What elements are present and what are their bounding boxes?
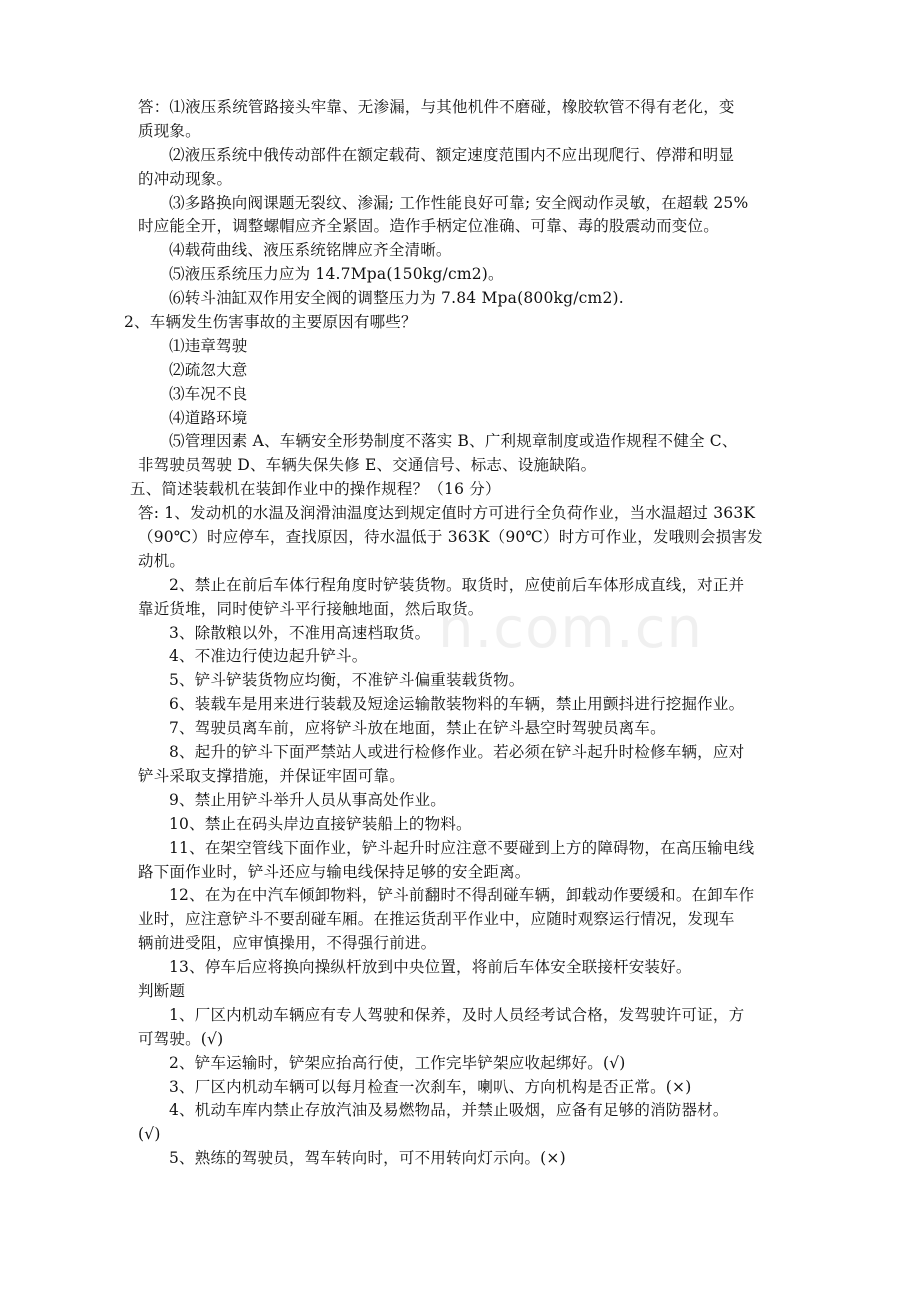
answer-hydraulic-3b: 时应能全开，调整螺帽应齐全紧固。造作手柄定位准确、可靠、毒的股震动而变位。 — [138, 217, 719, 236]
s5-rule-8b: 铲斗采取支撑措施，并保证牢固可靠。 — [138, 766, 405, 785]
answer-hydraulic-2a: ⑵液压系统中俄传动部件在额定载荷、额定速度范围内不应出现爬行、停滞和明显 — [169, 145, 735, 164]
answer-hydraulic-4: ⑷载荷曲线、液压系统铭牌应齐全清晰。 — [169, 241, 452, 260]
true-false-heading: 判断题 — [138, 981, 186, 1000]
s5-rule-2b: 靠近货堆，同时使铲斗平行接触地面，然后取货。 — [138, 599, 484, 618]
answer-hydraulic-1b: 质现象。 — [138, 121, 201, 140]
section-5-heading: 五、简述装载机在装卸作业中的操作规程？（16 分） — [130, 480, 501, 499]
s5-rule-3: 3、除散粮以外，不准用高速档取货。 — [169, 623, 431, 642]
document-page — [124, 96, 853, 1171]
s5-rule-11b: 路下面作业时，铲斗还应与输电线保持足够的安全距离。 — [138, 862, 531, 881]
question-2-heading: 2、车辆发生伤害事故的主要原因有哪些？ — [124, 313, 417, 332]
answer-hydraulic-6: ⑹转斗油缸双作用安全阀的调整压力为 7.84 Mpa(800kg/cm2). — [169, 289, 624, 308]
q2-item-2: ⑵疏忽大意 — [169, 360, 248, 379]
s5-rule-4: 4、不准边行使边起升铲斗。 — [169, 647, 368, 666]
s5-rule-1b: （90℃）时应停车，查找原因，待水温低于 363K（90℃）时方可作业，发哦则会损害发 — [138, 528, 763, 547]
s5-rule-12b: 业时，应注意铲斗不要刮碰车厢。在推运货刮平作业中，应随时观察运行情况，发现车 — [138, 910, 735, 929]
q2-item-5b: 非驾驶员驾驶 D、车辆失保失修 E、交通信号、标志、设施缺陷。 — [138, 456, 597, 475]
tf-item-4a: 4、机动车库内禁止存放汽油及易燃物品，并禁止吸烟，应备有足够的消防器材。 — [169, 1101, 729, 1120]
s5-rule-12c: 辆前进受阻，应审慎操用，不得强行前进。 — [138, 934, 437, 953]
watermark: n.com.cn — [438, 596, 703, 661]
s5-rule-9: 9、禁止用铲斗举升人员从事高处作业。 — [169, 790, 446, 809]
answer-hydraulic-1a: 答：⑴液压系统管路接头牢靠、无渗漏，与其他机件不磨碰，橡胶软管不得有老化，变 — [138, 98, 735, 116]
s5-rule-1c: 动机。 — [138, 551, 186, 570]
q2-item-1: ⑴违章驾驶 — [169, 336, 248, 355]
s5-rule-6: 6、装载车是用来进行装载及短途运输散装物料的车辆，禁止用颤抖进行挖掘作业。 — [169, 695, 745, 714]
answer-hydraulic-5: ⑸液压系统压力应为 14.7Mpa(150kg/cm2)。 — [169, 265, 504, 284]
tf-item-3: 3、厂区内机动车辆可以每月检查一次刹车，喇叭、方向机构是否正常。(×) — [169, 1077, 692, 1096]
s5-rule-11a: 11、在架空管线下面作业，铲斗起升时应注意不要碰到上方的障碍物，在高压输电线 — [169, 838, 755, 857]
tf-item-4b: (√) — [138, 1125, 161, 1144]
s5-rule-8a: 8、起升的铲斗下面严禁站人或进行检修作业。若必须在铲斗起升时检修车辆，应对 — [169, 743, 745, 762]
q2-item-3: ⑶车况不良 — [169, 384, 248, 403]
answer-hydraulic-3a: ⑶多路换向阀课题无裂纹、渗漏; 工作性能良好可靠; 安全阀动作灵敏，在超载 25% — [169, 193, 749, 212]
s5-rule-2a: 2、禁止在前后车体行程角度时铲装货物。取货时，应使前后车体形成直线，对正并 — [169, 575, 745, 594]
answer-hydraulic-2b: 的冲动现象。 — [138, 169, 233, 188]
q2-item-4: ⑷道路环境 — [169, 408, 248, 427]
tf-item-1b: 可驾驶。(√) — [138, 1029, 224, 1048]
s5-rule-7: 7、驾驶员离车前，应将铲斗放在地面，禁止在铲斗悬空时驾驶员离车。 — [169, 719, 666, 738]
s5-rule-10: 10、禁止在码头岸边直接铲装船上的物料。 — [169, 814, 472, 833]
q2-item-5a: ⑸管理因素 A、车辆安全形势制度不落实 B、广利规章制度或造作规程不健全 C、 — [169, 432, 738, 451]
tf-item-5: 5、熟练的驾驶员，驾车转向时，可不用转向灯示向。(×) — [169, 1149, 566, 1168]
tf-item-2: 2、铲车运输时，铲架应抬高行使，工作完毕铲架应收起绑好。(√) — [169, 1053, 626, 1072]
s5-rule-1a: 答: 1、发动机的水温及润滑油温度达到规定值时方可进行全负荷作业，当水温超过 363K — [138, 504, 756, 523]
s5-rule-13: 13、停车后应将换向操纵杆放到中央位置，将前后车体安全联接杆安装好。 — [169, 958, 692, 977]
tf-item-1a: 1、厂区内机动车辆应有专人驾驶和保养，及时人员经考试合格，发驾驶许可证，方 — [169, 1005, 745, 1024]
s5-rule-5: 5、铲斗铲装货物应均衡，不准铲斗偏重装载货物。 — [169, 671, 525, 690]
s5-rule-12a: 12、在为在中汽车倾卸物料，铲斗前翻时不得刮碰车辆，卸载动作要缓和。在卸车作 — [169, 886, 755, 905]
